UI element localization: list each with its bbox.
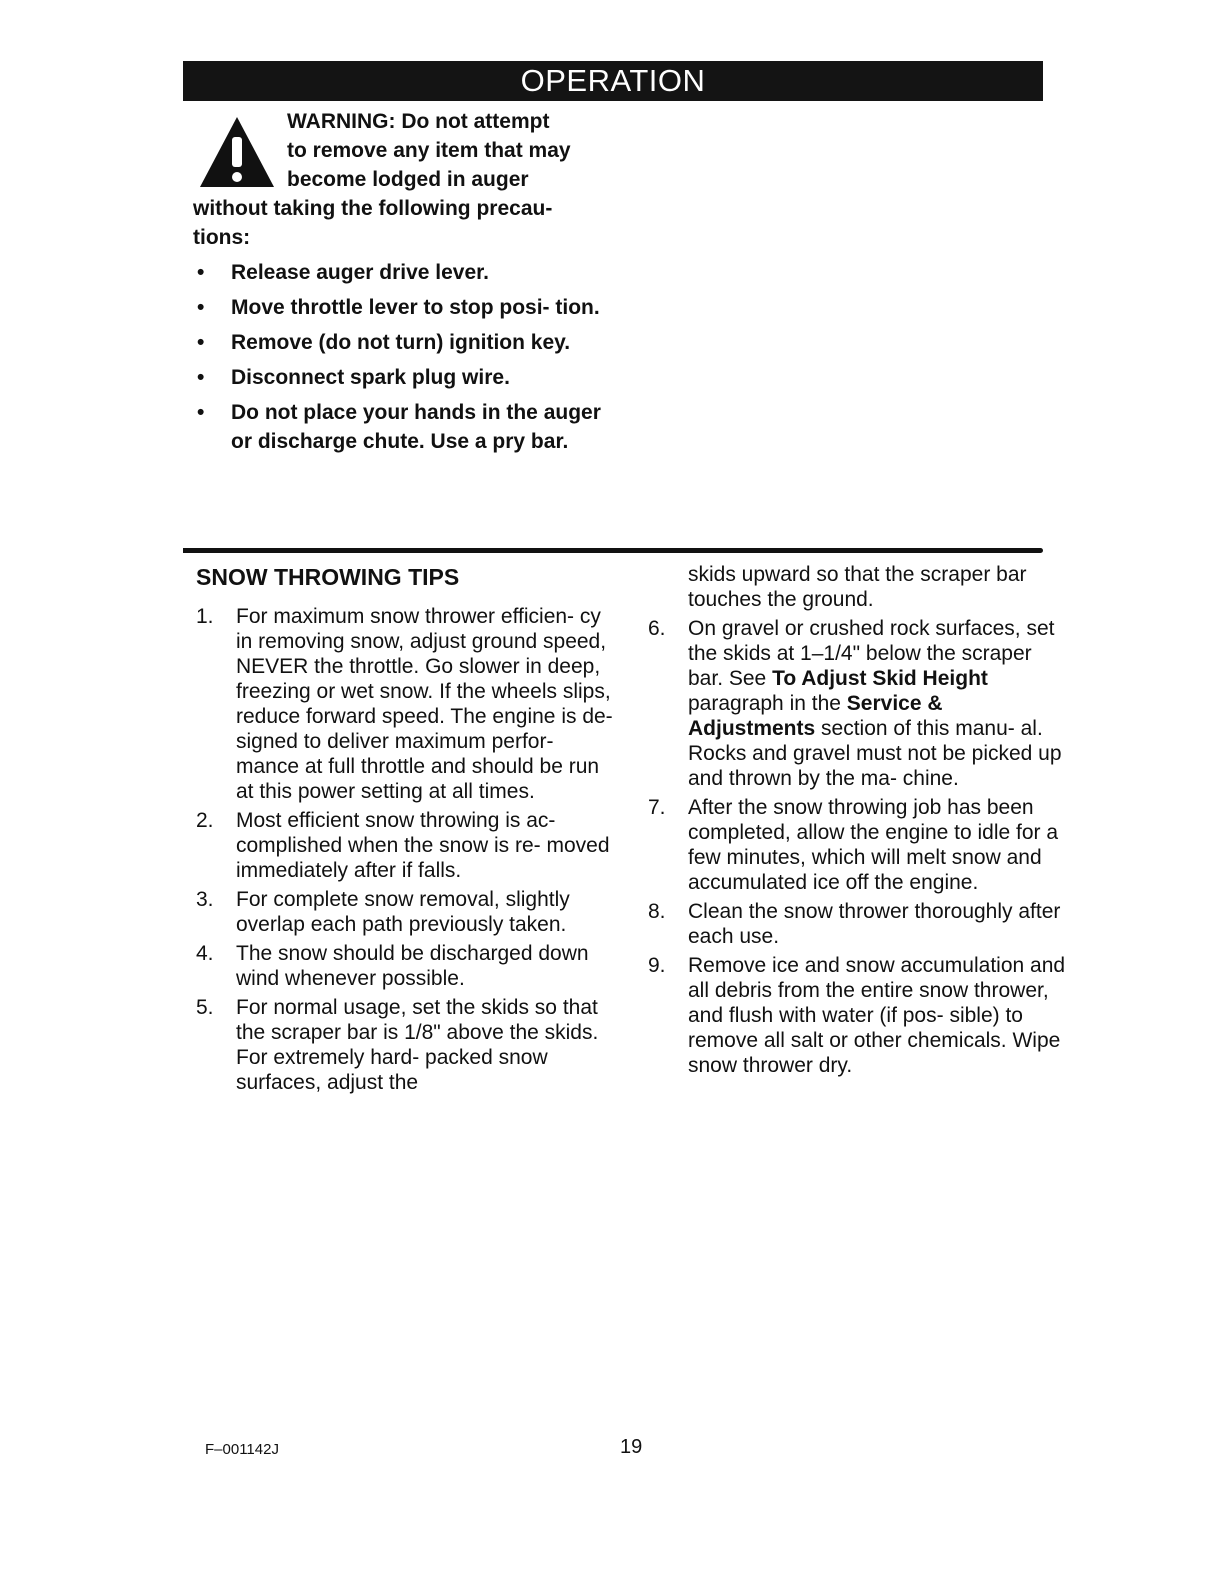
tip-item: 5. For normal usage, set the skids so that the scraper bar is 1/8" above the skids. For extremely hard- packed snow surfaces, adjust the	[196, 996, 599, 1094]
tip-item: 1. For maximum snow thrower efficien- cy in removing snow, adjust ground speed, NEVER the throttle. Go slower in deep, freezing or wet snow. If the wheels slips, reduce forward speed. The engine is de- signed to deliver maximum perfor- mance at full throttle and should be run at this power setting at all times.	[196, 605, 613, 803]
tips-left-column	[196, 562, 614, 1099]
page-number: 19	[620, 1436, 643, 1458]
tips-right-column	[648, 562, 1068, 1082]
precaution-item: • Remove (do not turn) ignition key.	[193, 328, 603, 357]
tip-item-continued: skids upward so that the scraper bar touches the ground.	[688, 563, 1027, 611]
section-divider	[183, 548, 1043, 553]
warning-block	[193, 107, 603, 462]
tip-item: 6. On gravel or crushed rock surfaces, set the skids at 1–1/4" below the scraper bar. See To Adjust Skid Height paragraph in the Service & Adjustments section of this manu- al. Rocks and gravel must not be picked up and thrown by the ma- chine.	[648, 617, 1062, 790]
tip-item: 4. The snow should be discharged down wind whenever possible.	[196, 942, 589, 990]
warning-body: without taking the following precau- tions:	[193, 197, 553, 249]
precaution-list	[193, 258, 603, 456]
bullet-icon: •	[197, 296, 205, 319]
warning-line: WARNING: Do not attempt	[287, 110, 550, 133]
warning-heading	[287, 107, 603, 194]
bullet-icon: •	[197, 366, 205, 389]
section-header	[183, 61, 1043, 101]
tip-item: 7. After the snow throwing job has been completed, allow the engine to idle for a few minutes, which will melt snow and accumulated ice off the engine.	[648, 796, 1059, 894]
warning-line: to remove any item that may	[287, 139, 571, 162]
precaution-item: • Disconnect spark plug wire.	[193, 363, 603, 392]
precaution-item: • Do not place your hands in the auger or discharge chute. Use a pry bar.	[193, 398, 603, 456]
bullet-icon: •	[197, 401, 205, 424]
bullet-icon: •	[197, 261, 205, 284]
precaution-item: • Release auger drive lever.	[193, 258, 603, 287]
document-code: F–001142J	[205, 1441, 279, 1458]
tip-item: 2. Most efficient snow throwing is ac- complished when the snow is re- moved immediately after if falls.	[196, 809, 610, 882]
tips-title: SNOW THROWING TIPS	[196, 564, 460, 590]
bullet-icon: •	[197, 331, 205, 354]
tip-item: 9. Remove ice and snow accumulation and all debris from the entire snow thrower, and flush with water (if pos- sible) to remove all salt or other chemicals. Wipe snow thrower dry.	[648, 954, 1066, 1077]
precaution-item: • Move throttle lever to stop posi- tion.	[193, 293, 603, 322]
section-title: OPERATION	[520, 63, 706, 98]
tip-item: 8. Clean the snow thrower thoroughly after each use.	[648, 900, 1061, 948]
warning-line: become lodged in auger	[287, 168, 529, 191]
tip-item: 3. For complete snow removal, slightly overlap each path previously taken.	[196, 888, 570, 936]
